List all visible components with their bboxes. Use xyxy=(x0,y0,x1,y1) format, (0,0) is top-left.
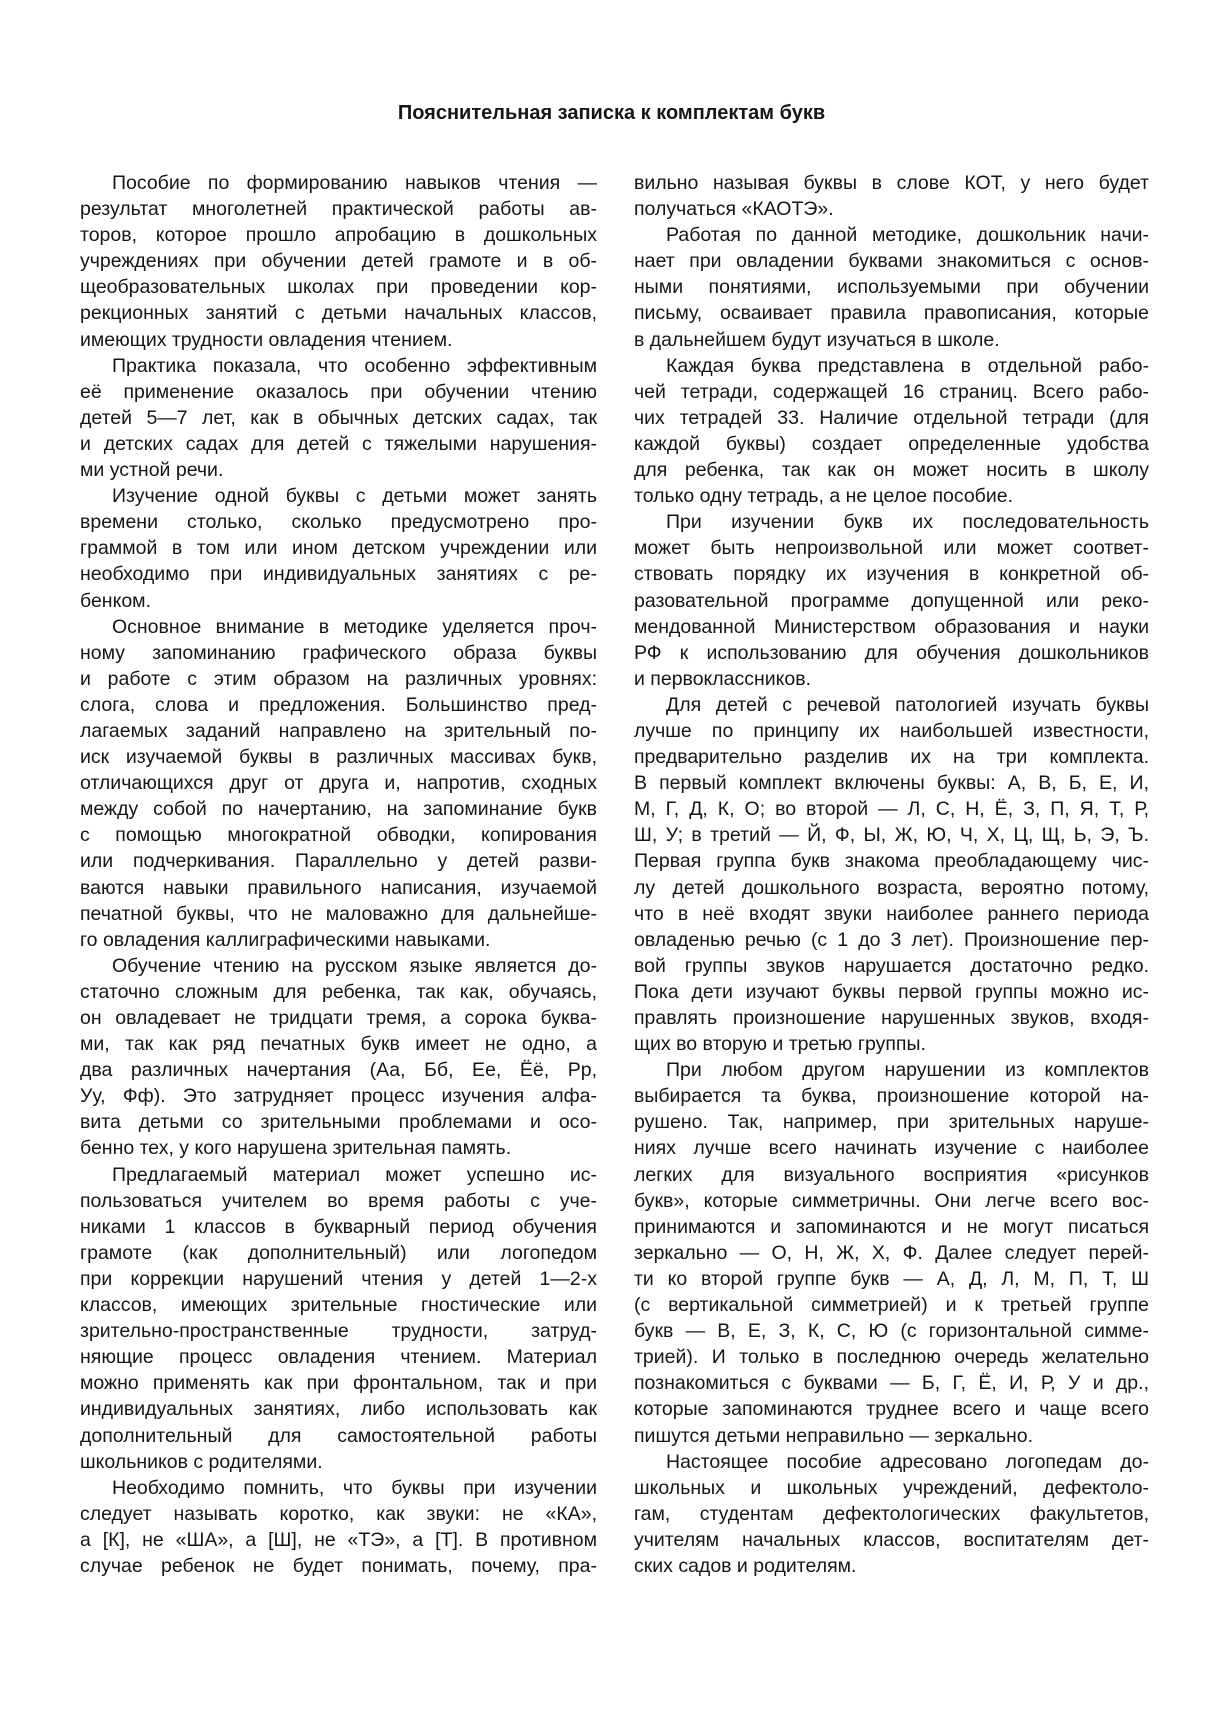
text-line: выбирается та буква, произношение которой на- xyxy=(634,1085,1149,1108)
text-line: получаться «КАОТЭ». xyxy=(634,198,834,221)
text-line: зеркально — О, Н, Ж, Х, Ф. Далее следует перей- xyxy=(634,1241,1149,1264)
text-line: и первоклассников. xyxy=(634,667,812,690)
text-line: вой группы звуков нарушается достаточно редко. xyxy=(634,954,1149,977)
text-line: Обучение чтению на русском языке является до- xyxy=(112,954,597,977)
text-line: гам, студентам дефектологических факультетов, xyxy=(634,1502,1149,1525)
paragraph xyxy=(634,1449,1149,1579)
text-line: ному запоминанию графического образа буквы xyxy=(80,641,597,664)
text-line: школьных и школьных учреждений, дефектоло- xyxy=(634,1476,1149,1499)
text-line: ниях лучше всего начинать изучение с наиболее xyxy=(634,1137,1149,1160)
text-line: букв», которые симметричны. Они легче всего вос- xyxy=(634,1189,1149,1212)
page-title: Пояснительная записка к комплектам букв xyxy=(397,102,826,124)
text-line: рекционных занятий с детьми начальных классов, xyxy=(80,302,597,325)
text-line: её применение оказалось при обучении чтению xyxy=(80,380,597,403)
text-line: что в неё входят звуки наиболее раннего периода xyxy=(634,902,1149,925)
text-line: ми, так как ряд печатных букв имеет не одно, а xyxy=(80,1033,597,1056)
text-line: принимаются и запоминаются и не могут писаться xyxy=(634,1215,1149,1238)
text-line: или подчеркивания. Параллельно у детей разви- xyxy=(80,850,597,873)
text-line: лу детей дошкольного возраста, вероятно потому, xyxy=(634,876,1149,899)
text-line: учреждениях при обучении детей грамоте и в об- xyxy=(80,250,597,273)
text-line: может быть непроизвольной или может соответ- xyxy=(634,537,1149,560)
text-line: необходимо при индивидуальных занятиях с ре- xyxy=(80,563,597,586)
text-line: в дальнейшем будут изучаться в школе. xyxy=(634,328,1000,351)
text-line: букв — В, Е, З, К, С, Ю (с горизонтальной симме- xyxy=(634,1320,1149,1343)
text-line: мендованной Министерством образования и науки xyxy=(634,615,1149,638)
text-line: легких для визуального восприятия «рисунков xyxy=(634,1163,1149,1186)
text-line: няющие процесс овладения чтением. Материал xyxy=(80,1346,597,1369)
text-line: Каждая буква представлена в отдельной рабо- xyxy=(666,354,1149,377)
paragraph xyxy=(634,692,1149,1057)
text-line: разовательной программе допущенной или реко- xyxy=(634,589,1149,612)
text-line: случае ребенок не будет понимать, почему, пра- xyxy=(80,1554,597,1577)
paragraph xyxy=(80,170,597,353)
text-line: Предлагаемый материал может успешно ис- xyxy=(112,1163,597,1186)
text-line: Практика показала, что особенно эффективным xyxy=(112,354,597,377)
text-line: иск изучаемой буквы в различных массивах букв, xyxy=(80,746,597,769)
paragraph xyxy=(634,222,1149,352)
text-line: бенно тех, у кого нарушена зрительная память. xyxy=(80,1137,512,1160)
text-line: статочно сложным для ребенка, так как, обучаясь, xyxy=(80,980,597,1003)
text-line: чих тетрадей 33. Наличие отдельной тетради (для xyxy=(634,406,1149,429)
paragraph xyxy=(80,483,597,613)
text-line: ти ко второй группе букв — А, Д, Л, М, П, Т, Ш xyxy=(634,1267,1149,1290)
paragraph xyxy=(80,953,597,1162)
text-line: письму, осваивает правила правописания, которые xyxy=(634,302,1149,325)
text-line: классов, имеющих зрительные гностические или xyxy=(80,1294,597,1317)
text-line: учителям начальных классов, воспитателям дет- xyxy=(634,1528,1149,1551)
text-line: которые запоминаются труднее всего и чаще всего xyxy=(634,1398,1149,1421)
text-line: времени столько, сколько предусмотрено про- xyxy=(80,511,597,534)
text-line: два различных начертания (Аа, Бб, Ее, Ёё, Рр, xyxy=(80,1059,597,1082)
text-line: торов, которое прошло апробацию в дошкольных xyxy=(80,224,597,247)
text-line: чей тетради, содержащей 16 страниц. Всего рабо- xyxy=(634,380,1149,403)
text-line: ствовать порядку их изучения в конкретной об- xyxy=(634,563,1149,586)
text-line: он овладевает не тридцати тремя, а сорока буква- xyxy=(80,1007,597,1029)
text-line: Ш, У; в третий — Й, Ф, Ы, Ж, Ю, Ч, Х, Ц, Щ, Ь, Э, Ъ. xyxy=(634,824,1149,847)
text-line: индивидуальных занятиях, либо использовать как xyxy=(80,1398,597,1421)
text-line: вита детьми со зрительными проблемами и осо- xyxy=(80,1111,597,1134)
paragraph xyxy=(634,509,1149,692)
text-column-right xyxy=(634,170,1149,1579)
paragraph xyxy=(634,353,1149,510)
paragraph xyxy=(634,1057,1149,1448)
text-line: никами 1 классов в букварный период обучения xyxy=(80,1215,597,1238)
text-line: Пока дети изучают буквы первой группы можно ис- xyxy=(634,980,1149,1003)
text-line: ми устной речи. xyxy=(80,459,224,482)
text-line: только одну тетрадь, а не целое пособие. xyxy=(634,485,1014,508)
text-line: результат многолетней практической работы ав- xyxy=(80,198,597,221)
text-line: слога, слова и предложения. Большинство пред- xyxy=(80,693,597,716)
text-line: а [К], не «ША», а [Ш], не «ТЭ», а [Т]. В противном xyxy=(80,1528,597,1551)
text-line: ских садов и родителям. xyxy=(634,1554,857,1577)
paragraph xyxy=(634,170,1149,222)
text-line: нает при овладении буквами знакомиться с основ- xyxy=(634,250,1149,273)
text-line: (с вертикальной симметрией) и к третьей группе xyxy=(634,1294,1149,1317)
paragraph xyxy=(80,614,597,953)
text-line: М, Г, Д, К, О; во второй — Л, С, Н, Ё, З, П, Я, Т, Р, xyxy=(634,798,1149,821)
text-line: ными понятиями, используемыми при обучении xyxy=(634,276,1149,299)
text-line: лучше по принципу их наибольшей известности, xyxy=(634,719,1149,742)
text-line: РФ к использованию для обучения дошкольников xyxy=(634,641,1149,664)
text-line: Основное внимание в методике уделяется проч- xyxy=(112,615,597,638)
paragraph xyxy=(80,1162,597,1475)
text-line: бенком. xyxy=(80,589,151,612)
text-line: Первая группа букв знакома преобладающему чис- xyxy=(634,850,1149,873)
text-line: В первый комплект включены буквы: А, В, Б, Е, И, xyxy=(634,772,1149,795)
text-line: с помощью многократной обводки, копирования xyxy=(80,824,597,847)
text-line: Настоящее пособие адресовано логопедам до- xyxy=(666,1450,1149,1473)
text-line: школьников с родителями. xyxy=(80,1450,323,1473)
text-line: Для детей с речевой патологией изучать буквы xyxy=(666,693,1149,716)
text-line: предварительно разделив их на три комплекта. xyxy=(634,746,1149,769)
text-line: При изучении букв их последовательность xyxy=(666,511,1149,534)
text-line: вильно называя буквы в слове КОТ, у него будет xyxy=(634,172,1149,194)
text-line: можно применять как при фронтальном, так и при xyxy=(80,1372,597,1395)
text-line: Пособие по формированию навыков чтения — xyxy=(112,172,597,194)
text-line: овладенью речью (с 1 до 3 лет). Произношение пер- xyxy=(634,928,1149,951)
text-line: го овладения каллиграфическими навыками. xyxy=(80,928,491,951)
text-line: познакомиться с буквами — Б, Г, Ё, И, Р, У и др., xyxy=(634,1372,1149,1395)
text-line: каждой буквы) создает определенные удобства xyxy=(634,432,1149,455)
text-line: зрительно-пространственные трудности, затруд- xyxy=(80,1320,597,1343)
text-line: щих во вторую и третью группы. xyxy=(634,1033,926,1056)
text-line: лагаемых заданий направлено на зрительный по- xyxy=(80,719,597,742)
text-line: При любом другом нарушении из комплектов xyxy=(666,1059,1149,1082)
text-line: дополнительный для самостоятельной работы xyxy=(80,1424,597,1447)
text-line: при коррекции нарушений чтения у детей 1—2-х xyxy=(80,1267,597,1290)
text-line: для ребенка, так как он может носить в школу xyxy=(634,459,1149,482)
text-line: грамоте (как дополнительный) или логопедом xyxy=(80,1241,597,1264)
text-line: печатной буквы, что не маловажно для дальнейше- xyxy=(80,902,597,925)
text-line: ваются навыки правильного написания, изучаемой xyxy=(80,876,597,899)
text-line: рушено. Так, например, при зрительных наруше- xyxy=(634,1111,1149,1134)
text-line: отличающихся друг от друга и, напротив, сходных xyxy=(80,772,597,795)
text-line: щеобразовательных школах при проведении кор- xyxy=(80,276,597,299)
text-line: правлять произношение нарушенных звуков, входя- xyxy=(634,1007,1149,1029)
text-line: Изучение одной буквы с детьми может занять xyxy=(112,485,597,508)
text-line: трией). И только в последнюю очередь желательно xyxy=(634,1346,1149,1369)
text-line: пользоваться учителем во время работы с уче- xyxy=(80,1189,597,1212)
text-line: Работая по данной методике, дошкольник начи- xyxy=(666,224,1149,247)
text-column-left xyxy=(80,170,597,1579)
text-line: граммой в том или ином детском учреждении или xyxy=(80,537,597,560)
text-line: между собой по начертанию, на запоминание букв xyxy=(80,798,597,821)
text-line: и работе с этим образом на различных уровнях: xyxy=(80,667,597,690)
text-line: Необходимо помнить, что буквы при изучении xyxy=(112,1476,597,1499)
text-line: и детских садах для детей с тяжелыми нарушения- xyxy=(80,432,597,455)
text-line: пишутся детьми неправильно — зеркально. xyxy=(634,1424,1034,1447)
text-line: имеющих трудности овладения чтением. xyxy=(80,328,453,351)
text-line: Уу, Фф). Это затрудняет процесс изучения алфа- xyxy=(80,1085,597,1108)
paragraph xyxy=(80,353,597,483)
text-line: следует называть коротко, как звуки: не «КА», xyxy=(80,1502,597,1525)
text-line: детей 5—7 лет, как в обычных детских садах, так xyxy=(80,406,597,429)
paragraph xyxy=(80,1475,597,1579)
